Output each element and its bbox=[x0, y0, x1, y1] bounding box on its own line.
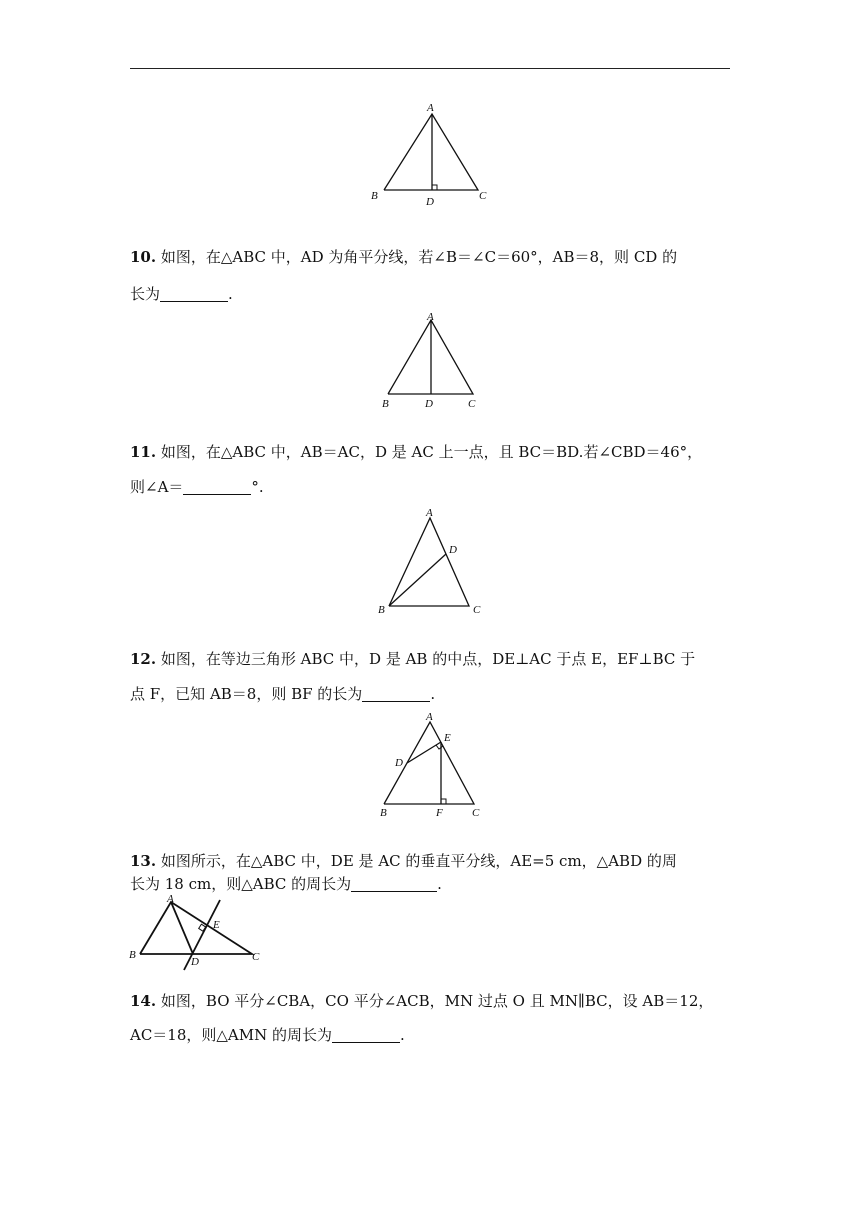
question-14-line1 bbox=[130, 990, 713, 1011]
question-text: AC＝18，则△AMN 的周长为 bbox=[130, 1026, 333, 1044]
figure-top-triangle bbox=[360, 98, 500, 210]
question-text: 如图，在△ABC 中，AD 为角平分线，若∠B＝∠C＝60°，AB＝8，则 CD 的 bbox=[160, 248, 678, 266]
answer-blank[interactable] bbox=[351, 876, 437, 892]
question-13-line2 bbox=[130, 873, 442, 894]
header-rule bbox=[130, 68, 730, 69]
vertex-label-b: B bbox=[129, 949, 136, 961]
vertex-label-c: C bbox=[473, 604, 481, 616]
vertex-label-d: D bbox=[191, 956, 199, 968]
vertex-label-b: B bbox=[380, 807, 387, 819]
question-text: 如图，BO 平分∠CBA，CO 平分∠ACB，MN 过点 O 且 MN∥BC，设 AB＝12， bbox=[160, 992, 714, 1010]
question-11-line2 bbox=[130, 476, 264, 497]
question-10-line2 bbox=[130, 283, 233, 304]
answer-blank[interactable] bbox=[183, 479, 251, 495]
question-text: 如图，在等边三角形 ABC 中，D 是 AB 的中点，DE⊥AC 于点 E，EF⊥BC 于 bbox=[160, 650, 696, 668]
vertex-label-a: A bbox=[427, 102, 434, 114]
question-text: 则∠A＝ bbox=[130, 478, 184, 496]
figure-11-triangle bbox=[372, 502, 492, 620]
question-text: 点 F，已知 AB＝8，则 BF 的长为 bbox=[130, 685, 363, 703]
vertex-label-a: A bbox=[426, 507, 433, 519]
answer-blank[interactable] bbox=[160, 286, 228, 302]
figure-10-triangle bbox=[372, 308, 492, 412]
question-text: 长为 18 cm，则△ABC 的周长为 bbox=[130, 875, 352, 893]
question-10-line1 bbox=[130, 246, 677, 267]
vertex-label-b: B bbox=[371, 190, 378, 202]
vertex-label-c: C bbox=[472, 807, 480, 819]
question-number: 10. bbox=[130, 248, 157, 266]
vertex-label-c: C bbox=[479, 190, 487, 202]
vertex-label-f: F bbox=[436, 807, 443, 819]
question-text: . bbox=[400, 1026, 405, 1044]
vertex-label-b: B bbox=[382, 398, 389, 410]
question-text: 长为 bbox=[130, 285, 161, 303]
vertex-label-c: C bbox=[468, 398, 476, 410]
vertex-label-d: D bbox=[426, 196, 434, 208]
vertex-label-a: A bbox=[427, 311, 434, 323]
question-text: . bbox=[430, 685, 436, 703]
question-text: . bbox=[437, 875, 442, 893]
vertex-label-e: E bbox=[213, 919, 220, 931]
vertex-label-a: A bbox=[167, 893, 174, 905]
question-12-line1 bbox=[130, 648, 695, 669]
question-number: 13. bbox=[130, 852, 157, 870]
question-12-line2 bbox=[130, 683, 435, 704]
question-14-line2 bbox=[130, 1024, 405, 1045]
question-number: 11. bbox=[130, 443, 157, 461]
question-13-line1 bbox=[130, 850, 677, 871]
vertex-label-d: D bbox=[425, 398, 433, 410]
vertex-label-c: C bbox=[252, 951, 260, 963]
figure-12-triangle bbox=[372, 708, 492, 824]
vertex-label-d: D bbox=[449, 544, 457, 556]
question-number: 12. bbox=[130, 650, 157, 668]
question-11-line1 bbox=[130, 441, 702, 462]
figure-13-triangle bbox=[126, 892, 276, 972]
vertex-label-d: D bbox=[395, 757, 403, 769]
vertex-label-b: B bbox=[378, 604, 385, 616]
vertex-label-e: E bbox=[444, 732, 451, 744]
vertex-label-a: A bbox=[426, 711, 433, 723]
question-text: 如图，在△ABC 中，AB＝AC，D 是 AC 上一点，且 BC＝BD.若∠CBD＝46°， bbox=[160, 443, 703, 461]
question-number: 14. bbox=[130, 992, 157, 1010]
answer-blank[interactable] bbox=[332, 1027, 400, 1043]
answer-blank[interactable] bbox=[362, 686, 430, 702]
question-text: . bbox=[228, 285, 233, 303]
question-text: 如图所示，在△ABC 中，DE 是 AC 的垂直平分线，AE=5 cm，△ABD 的周 bbox=[160, 852, 677, 870]
question-text: °. bbox=[251, 478, 264, 496]
